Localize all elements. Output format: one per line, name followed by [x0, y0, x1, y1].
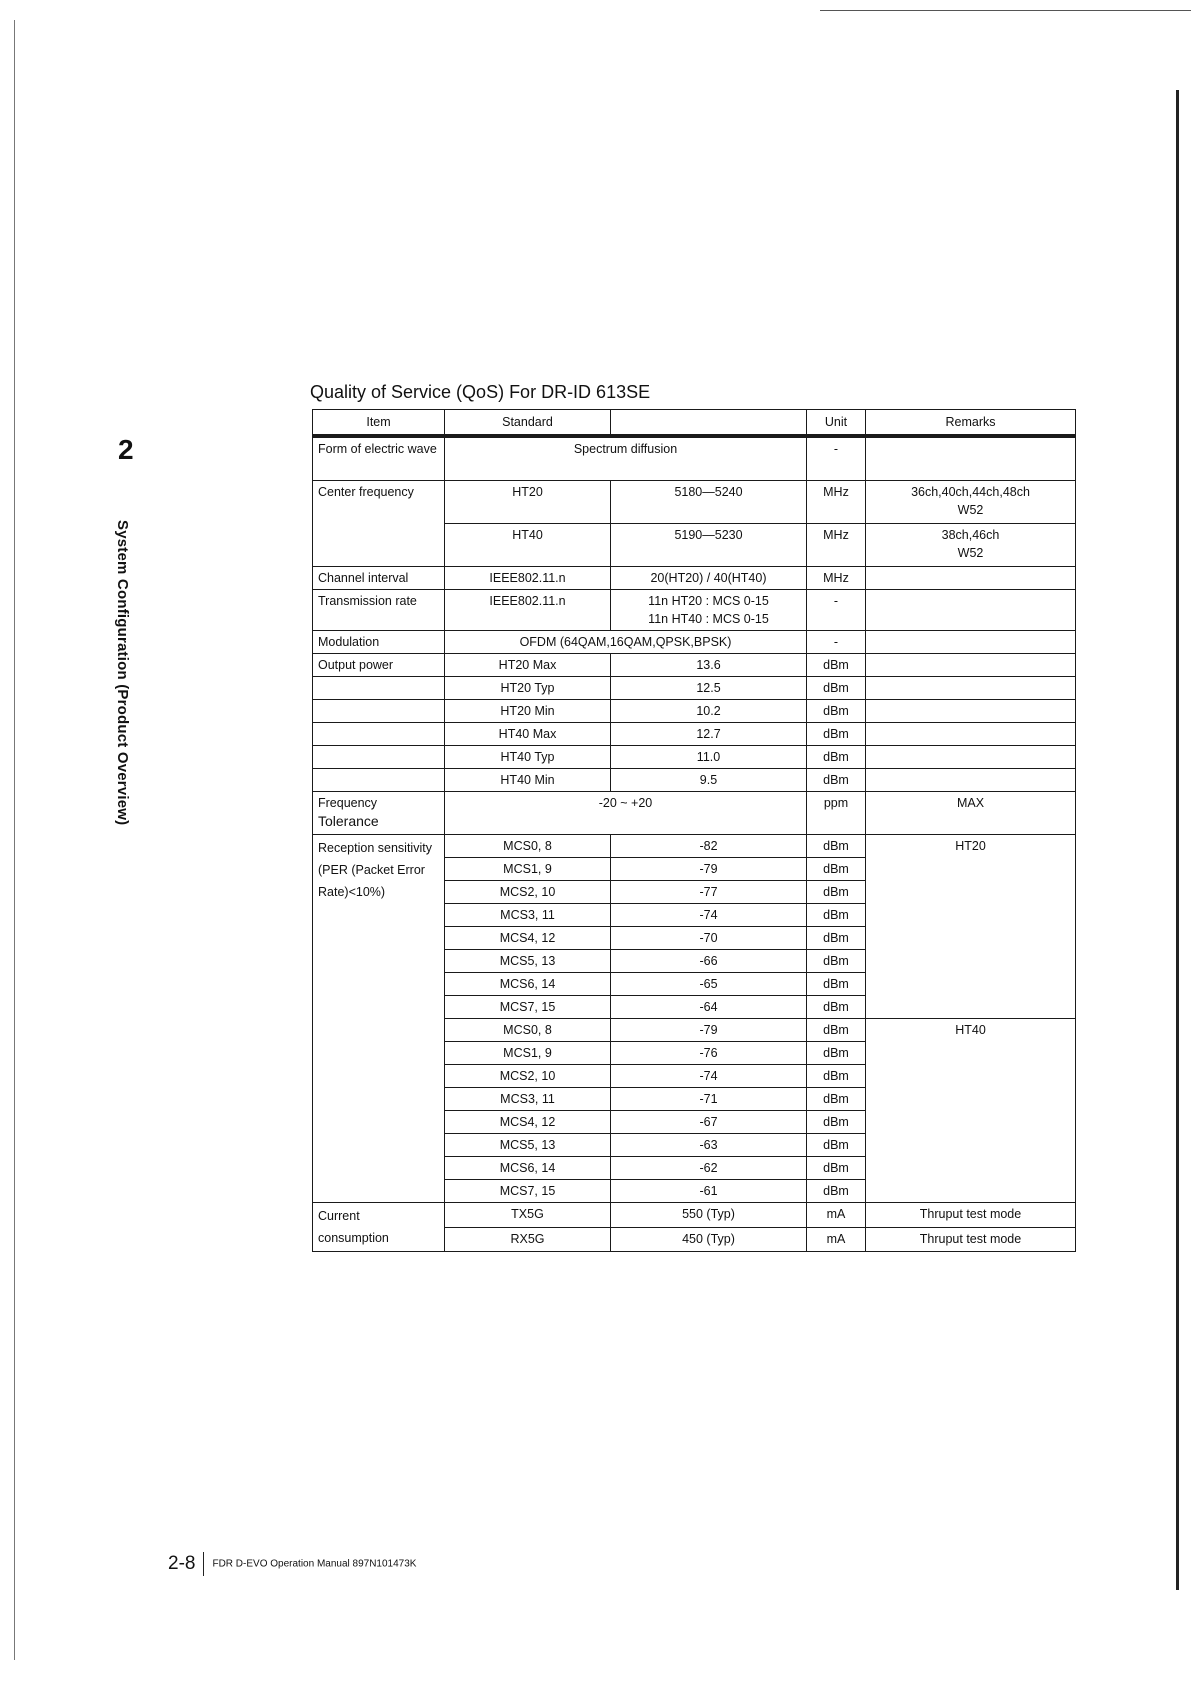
op-standard: HT40 Typ — [445, 746, 611, 769]
rs-standard: MCS4, 12 — [445, 927, 611, 950]
cc-standard: RX5G — [445, 1227, 611, 1252]
cf-unit: MHz — [807, 481, 866, 524]
header-unit: Unit — [807, 410, 866, 437]
form-standard: Spectrum diffusion — [445, 436, 807, 481]
table-row — [313, 769, 1076, 792]
op-unit: dBm — [807, 654, 866, 677]
tr-value — [611, 590, 807, 631]
table-title: Quality of Service (QoS) For DR-ID 613SE — [310, 382, 651, 402]
rs-value: -62 — [611, 1157, 807, 1180]
ft-item-2: Tolerance — [318, 813, 379, 829]
rs-standard: MCS4, 12 — [445, 1111, 611, 1134]
rs-standard: MCS7, 15 — [445, 996, 611, 1019]
output-power-item: Output power — [313, 654, 445, 677]
chapter-number: 2 — [118, 434, 134, 465]
ci-remarks — [866, 567, 1076, 590]
table-row — [313, 700, 1076, 723]
table-row — [313, 835, 1076, 858]
page-footer — [168, 1552, 416, 1576]
ci-unit: MHz — [807, 567, 866, 590]
qos-spec-table — [312, 409, 1076, 1252]
rs-remarks-ht20: HT20 — [866, 835, 1076, 1019]
table-header-row — [313, 410, 1076, 437]
cc-value: 450 (Typ) — [611, 1227, 807, 1252]
header-remarks: Remarks — [866, 410, 1076, 437]
op-item-blank — [313, 746, 445, 769]
rs-standard: MCS3, 11 — [445, 904, 611, 927]
tr-standard: IEEE802.11.n — [445, 590, 611, 631]
op-unit: dBm — [807, 769, 866, 792]
rs-value: -79 — [611, 1019, 807, 1042]
rs-unit: dBm — [807, 835, 866, 858]
table-row — [313, 746, 1076, 769]
op-standard: HT20 Max — [445, 654, 611, 677]
modulation-remarks — [866, 631, 1076, 654]
op-standard: HT20 Typ — [445, 677, 611, 700]
channel-interval-item: Channel interval — [313, 567, 445, 590]
rs-unit: dBm — [807, 1157, 866, 1180]
op-value: 13.6 — [611, 654, 807, 677]
cc-standard: TX5G — [445, 1203, 611, 1228]
rs-unit: dBm — [807, 1088, 866, 1111]
header-standard: Standard — [445, 410, 611, 437]
op-item-blank — [313, 700, 445, 723]
rs-standard: MCS0, 8 — [445, 1019, 611, 1042]
op-unit: dBm — [807, 723, 866, 746]
op-item-blank — [313, 769, 445, 792]
reception-sensitivity-item: Reception sensitivity (PER (Packet Error Rate)<10%) — [313, 835, 445, 1203]
rs-value: -74 — [611, 1065, 807, 1088]
op-remarks — [866, 677, 1076, 700]
rs-standard: MCS6, 14 — [445, 1157, 611, 1180]
ft-standard: -20 ~ +20 — [445, 792, 807, 835]
table-row — [313, 481, 1076, 524]
cc-unit: mA — [807, 1227, 866, 1252]
cc-item-2: consumption — [318, 1231, 389, 1245]
rs-standard: MCS2, 10 — [445, 1065, 611, 1088]
table-row — [313, 590, 1076, 631]
op-remarks — [866, 654, 1076, 677]
op-standard: HT40 Min — [445, 769, 611, 792]
op-value: 12.7 — [611, 723, 807, 746]
rs-unit: dBm — [807, 858, 866, 881]
ci-standard: IEEE802.11.n — [445, 567, 611, 590]
modulation-item: Modulation — [313, 631, 445, 654]
rs-value: -76 — [611, 1042, 807, 1065]
rs-unit: dBm — [807, 973, 866, 996]
rs-standard: MCS5, 13 — [445, 950, 611, 973]
cf-remarks-2: W52 — [957, 546, 984, 560]
cf-remarks — [866, 481, 1076, 524]
manual-title: FDR D-EVO Operation Manual 897N101473K — [212, 1558, 417, 1570]
rs-value: -70 — [611, 927, 807, 950]
cf-remarks-1: 36ch,40ch,44ch,48ch — [911, 485, 1030, 499]
rs-standard: MCS2, 10 — [445, 881, 611, 904]
form-unit: - — [807, 436, 866, 481]
cf-remarks-2: W52 — [957, 503, 984, 517]
ci-value: 20(HT20) / 40(HT40) — [611, 567, 807, 590]
op-unit: dBm — [807, 746, 866, 769]
cc-item-1: Current — [318, 1209, 360, 1223]
form-item: Form of electric wave — [313, 436, 445, 481]
rs-unit: dBm — [807, 1180, 866, 1203]
ft-item-1: Frequency — [318, 796, 378, 810]
op-remarks — [866, 769, 1076, 792]
rs-standard: MCS1, 9 — [445, 1042, 611, 1065]
cf-unit: MHz — [807, 524, 866, 567]
modulation-standard: OFDM (64QAM,16QAM,QPSK,BPSK) — [445, 631, 807, 654]
op-value: 9.5 — [611, 769, 807, 792]
op-standard: HT40 Max — [445, 723, 611, 746]
ft-unit: ppm — [807, 792, 866, 835]
page-right-edge — [1176, 90, 1179, 1590]
form-remarks — [866, 436, 1076, 481]
tr-unit: - — [807, 590, 866, 631]
op-value: 12.5 — [611, 677, 807, 700]
header-item: Item — [313, 410, 445, 437]
cf-remarks — [866, 524, 1076, 567]
current-consumption-item — [313, 1203, 445, 1252]
cc-remarks: Thruput test mode — [866, 1227, 1076, 1252]
table-row — [313, 677, 1076, 700]
op-standard: HT20 Min — [445, 700, 611, 723]
cf-remarks-1: 38ch,46ch — [941, 528, 1000, 542]
rs-value: -67 — [611, 1111, 807, 1134]
cf-standard: HT20 — [445, 481, 611, 524]
rs-standard: MCS5, 13 — [445, 1134, 611, 1157]
op-remarks — [866, 746, 1076, 769]
op-value: 10.2 — [611, 700, 807, 723]
table-row — [313, 436, 1076, 481]
center-frequency-item: Center frequency — [313, 481, 445, 567]
frequency-tolerance-item — [313, 792, 445, 835]
rs-value: -79 — [611, 858, 807, 881]
rs-unit: dBm — [807, 996, 866, 1019]
ft-remarks: MAX — [866, 792, 1076, 835]
rs-unit: dBm — [807, 927, 866, 950]
rs-standard: MCS7, 15 — [445, 1180, 611, 1203]
op-item-blank — [313, 677, 445, 700]
footer-divider — [203, 1552, 204, 1576]
op-remarks — [866, 723, 1076, 746]
op-value: 11.0 — [611, 746, 807, 769]
rs-value: -77 — [611, 881, 807, 904]
rs-value: -66 — [611, 950, 807, 973]
table-row — [313, 792, 1076, 835]
cc-value: 550 (Typ) — [611, 1203, 807, 1228]
header-value — [611, 410, 807, 437]
table-row — [313, 654, 1076, 677]
op-remarks — [866, 700, 1076, 723]
cf-value: 5190—5230 — [611, 524, 807, 567]
rs-unit: dBm — [807, 1111, 866, 1134]
rs-value: -74 — [611, 904, 807, 927]
top-rule — [820, 10, 1191, 11]
rs-standard: MCS1, 9 — [445, 858, 611, 881]
table-row — [313, 1203, 1076, 1228]
tr-value-1: 11n HT20 : MCS 0-15 — [648, 594, 769, 608]
rs-unit: dBm — [807, 950, 866, 973]
rs-value: -64 — [611, 996, 807, 1019]
rs-remarks-ht40: HT40 — [866, 1019, 1076, 1203]
transmission-rate-item: Transmission rate — [313, 590, 445, 631]
table-row — [313, 723, 1076, 746]
rs-value: -61 — [611, 1180, 807, 1203]
rs-value: -63 — [611, 1134, 807, 1157]
page-number: 2-8 — [168, 1553, 196, 1574]
modulation-unit: - — [807, 631, 866, 654]
tr-value-2: 11n HT40 : MCS 0-15 — [648, 612, 769, 626]
rs-value: -82 — [611, 835, 807, 858]
chapter-title: System Configuration (Product Overview) — [114, 520, 131, 826]
rs-unit: dBm — [807, 1134, 866, 1157]
rs-value: -71 — [611, 1088, 807, 1111]
cc-unit: mA — [807, 1203, 866, 1228]
table-row — [313, 567, 1076, 590]
rs-standard: MCS6, 14 — [445, 973, 611, 996]
op-unit: dBm — [807, 677, 866, 700]
rs-unit: dBm — [807, 1042, 866, 1065]
rs-unit: dBm — [807, 1065, 866, 1088]
op-unit: dBm — [807, 700, 866, 723]
tr-remarks — [866, 590, 1076, 631]
page-left-edge — [14, 20, 15, 1660]
rs-standard: MCS0, 8 — [445, 835, 611, 858]
rs-standard: MCS3, 11 — [445, 1088, 611, 1111]
rs-unit: dBm — [807, 881, 866, 904]
table-row — [313, 631, 1076, 654]
cc-remarks: Thruput test mode — [866, 1203, 1076, 1228]
op-item-blank — [313, 723, 445, 746]
cf-standard: HT40 — [445, 524, 611, 567]
rs-value: -65 — [611, 973, 807, 996]
cf-value: 5180—5240 — [611, 481, 807, 524]
rs-unit: dBm — [807, 904, 866, 927]
rs-unit: dBm — [807, 1019, 866, 1042]
